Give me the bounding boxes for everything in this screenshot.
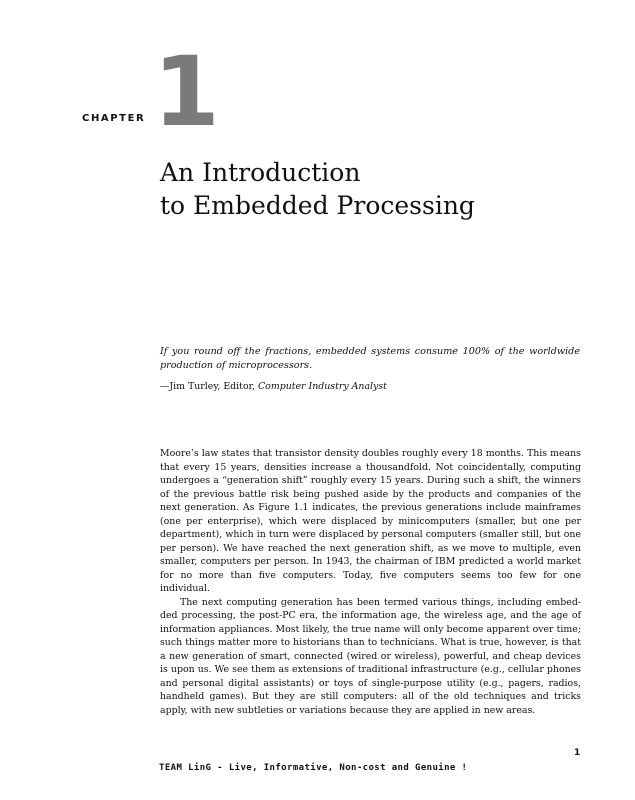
chapter-number: 1 bbox=[153, 36, 220, 148]
chapter-label: CHAPTER bbox=[82, 113, 146, 124]
attribution-source: Computer Industry Analyst bbox=[258, 381, 387, 392]
footer-banner: TEAM LinG - Live, Informative, Non-cost and Genuine ! bbox=[159, 763, 468, 773]
chapter-title-line-1: An Introduction bbox=[160, 158, 361, 187]
body-paragraph-2: The next computing generation has been termed various things, including embedded processing, the post-PC era, the information age, the wireless age, and the age of information appliances. Most likely, the true name will only become apparent over time; such things matter more to historians than to technicians. What is true, however, is that a new generation of smart, connected (wired or wireless), powerful, and cheap devices is upon us. We see them as extensions of traditional infrastructure (e.g., cellular phones and personal digital assistants) or toys of single-purpose utility (e.g., pagers, radios, handheld games). But they are still computers: all of the old techniques and tricks apply, with new subtleties or variations because they are applied in new areas. bbox=[160, 596, 581, 716]
epigraph-quote: If you round off the fractions, embedded systems consume 100% of the worldwide production of microprocessors. bbox=[160, 346, 580, 371]
body-text bbox=[160, 447, 581, 717]
attribution-author: —Jim Turley, Editor, bbox=[160, 381, 258, 392]
page-number: 1 bbox=[574, 748, 581, 758]
chapter-title bbox=[160, 156, 475, 222]
chapter-title-line-2: to Embedded Processing bbox=[160, 191, 475, 220]
body-paragraph-1: Moore’s law states that transistor density doubles roughly every 18 months. This means that every 15 years, densities increase a thousandfold. Not coincidentally, computing undergoes a “generation shift” roughly every 15 years. During such a shift, the winners of the previous battle risk being pushed aside by the products and companies of the next generation. As Figure 1.1 indicates, the previous generations include mainframes (one per enterprise), which were displaced by minicomputers (smaller, but one per department), which in turn were displaced by personal computers (smaller still, but one per person). We have reached the next generation shift, as we move to multiple, even smaller, computers per person. In 1943, the chairman of IBM predicted a world market for no more than five computers. Today, five computers seems too few for one individual. bbox=[160, 448, 581, 594]
epigraph-attribution bbox=[160, 380, 387, 394]
